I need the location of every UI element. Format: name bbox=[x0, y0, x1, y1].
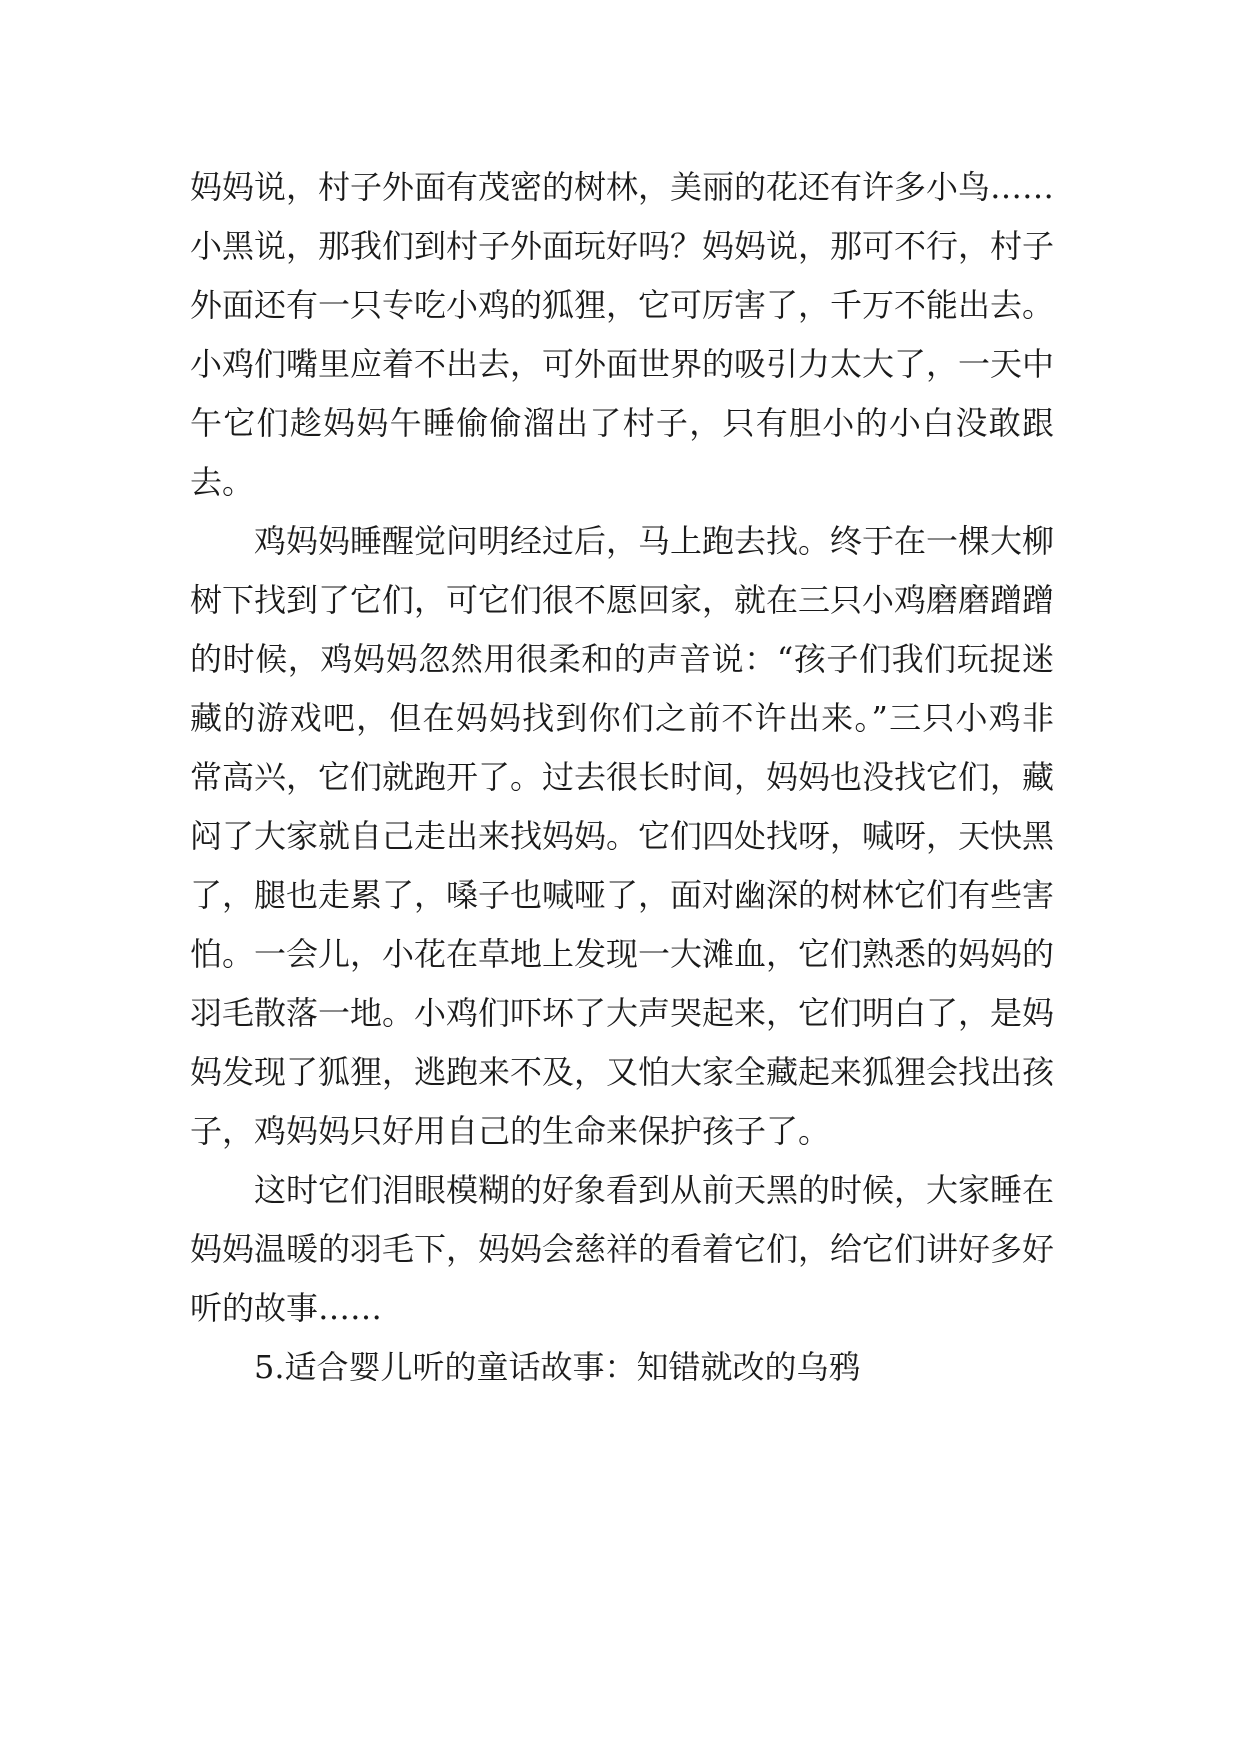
paragraph-1: 妈妈说，村子外面有茂密的树林，美丽的花还有许多小鸟……小黑说，那我们到村子外面玩好吗？妈妈说，那可不行，村子外面还有一只专吃小鸡的狐狸，它可厉害了，千万不能出去。小鸡们嘴里应着不出去，可外面世界的吸引力太大了，一天中午它们趁妈妈午睡偷偷溜出了村子，只有胆小的小白没敢跟去。 bbox=[190, 168, 1055, 501]
paragraph-3: 这时它们泪眼模糊的好象看到从前天黑的时候，大家睡在妈妈温暖的羽毛下，妈妈会慈祥的看着它们，给它们讲好多好听的故事…… bbox=[190, 1171, 1055, 1327]
paragraph-2: 鸡妈妈睡醒觉问明经过后，马上跑去找。终于在一棵大柳树下找到了它们，可它们很不愿回家，就在三只小鸡磨磨蹭蹭的时候，鸡妈妈忽然用很柔和的声音说：“孩子们我们玩捉迷藏的游戏吧，但在妈妈找到你们之前不许出来。”三只小鸡非常高兴，它们就跑开了。过去很长时间，妈妈也没找它们，藏闷了大家就自己走出来找妈妈。它们四处找呀，喊呀，天快黑了，腿也走累了，嗓子也喊哑了，面对幽深的树林它们有些害怕。一会儿，小花在草地上发现一大滩血，它们熟悉的妈妈的羽毛散落一地。小鸡们吓坏了大声哭起来，它们明白了，是妈妈发现了狐狸，逃跑来不及，又怕大家全藏起来狐狸会找出孩子，鸡妈妈只好用自己的生命来保护孩子了。 bbox=[190, 522, 1055, 1150]
document-body bbox=[190, 158, 1054, 1397]
section-heading: 5.适合婴儿听的童话故事：知错就改的乌鸦 bbox=[254, 1348, 861, 1386]
